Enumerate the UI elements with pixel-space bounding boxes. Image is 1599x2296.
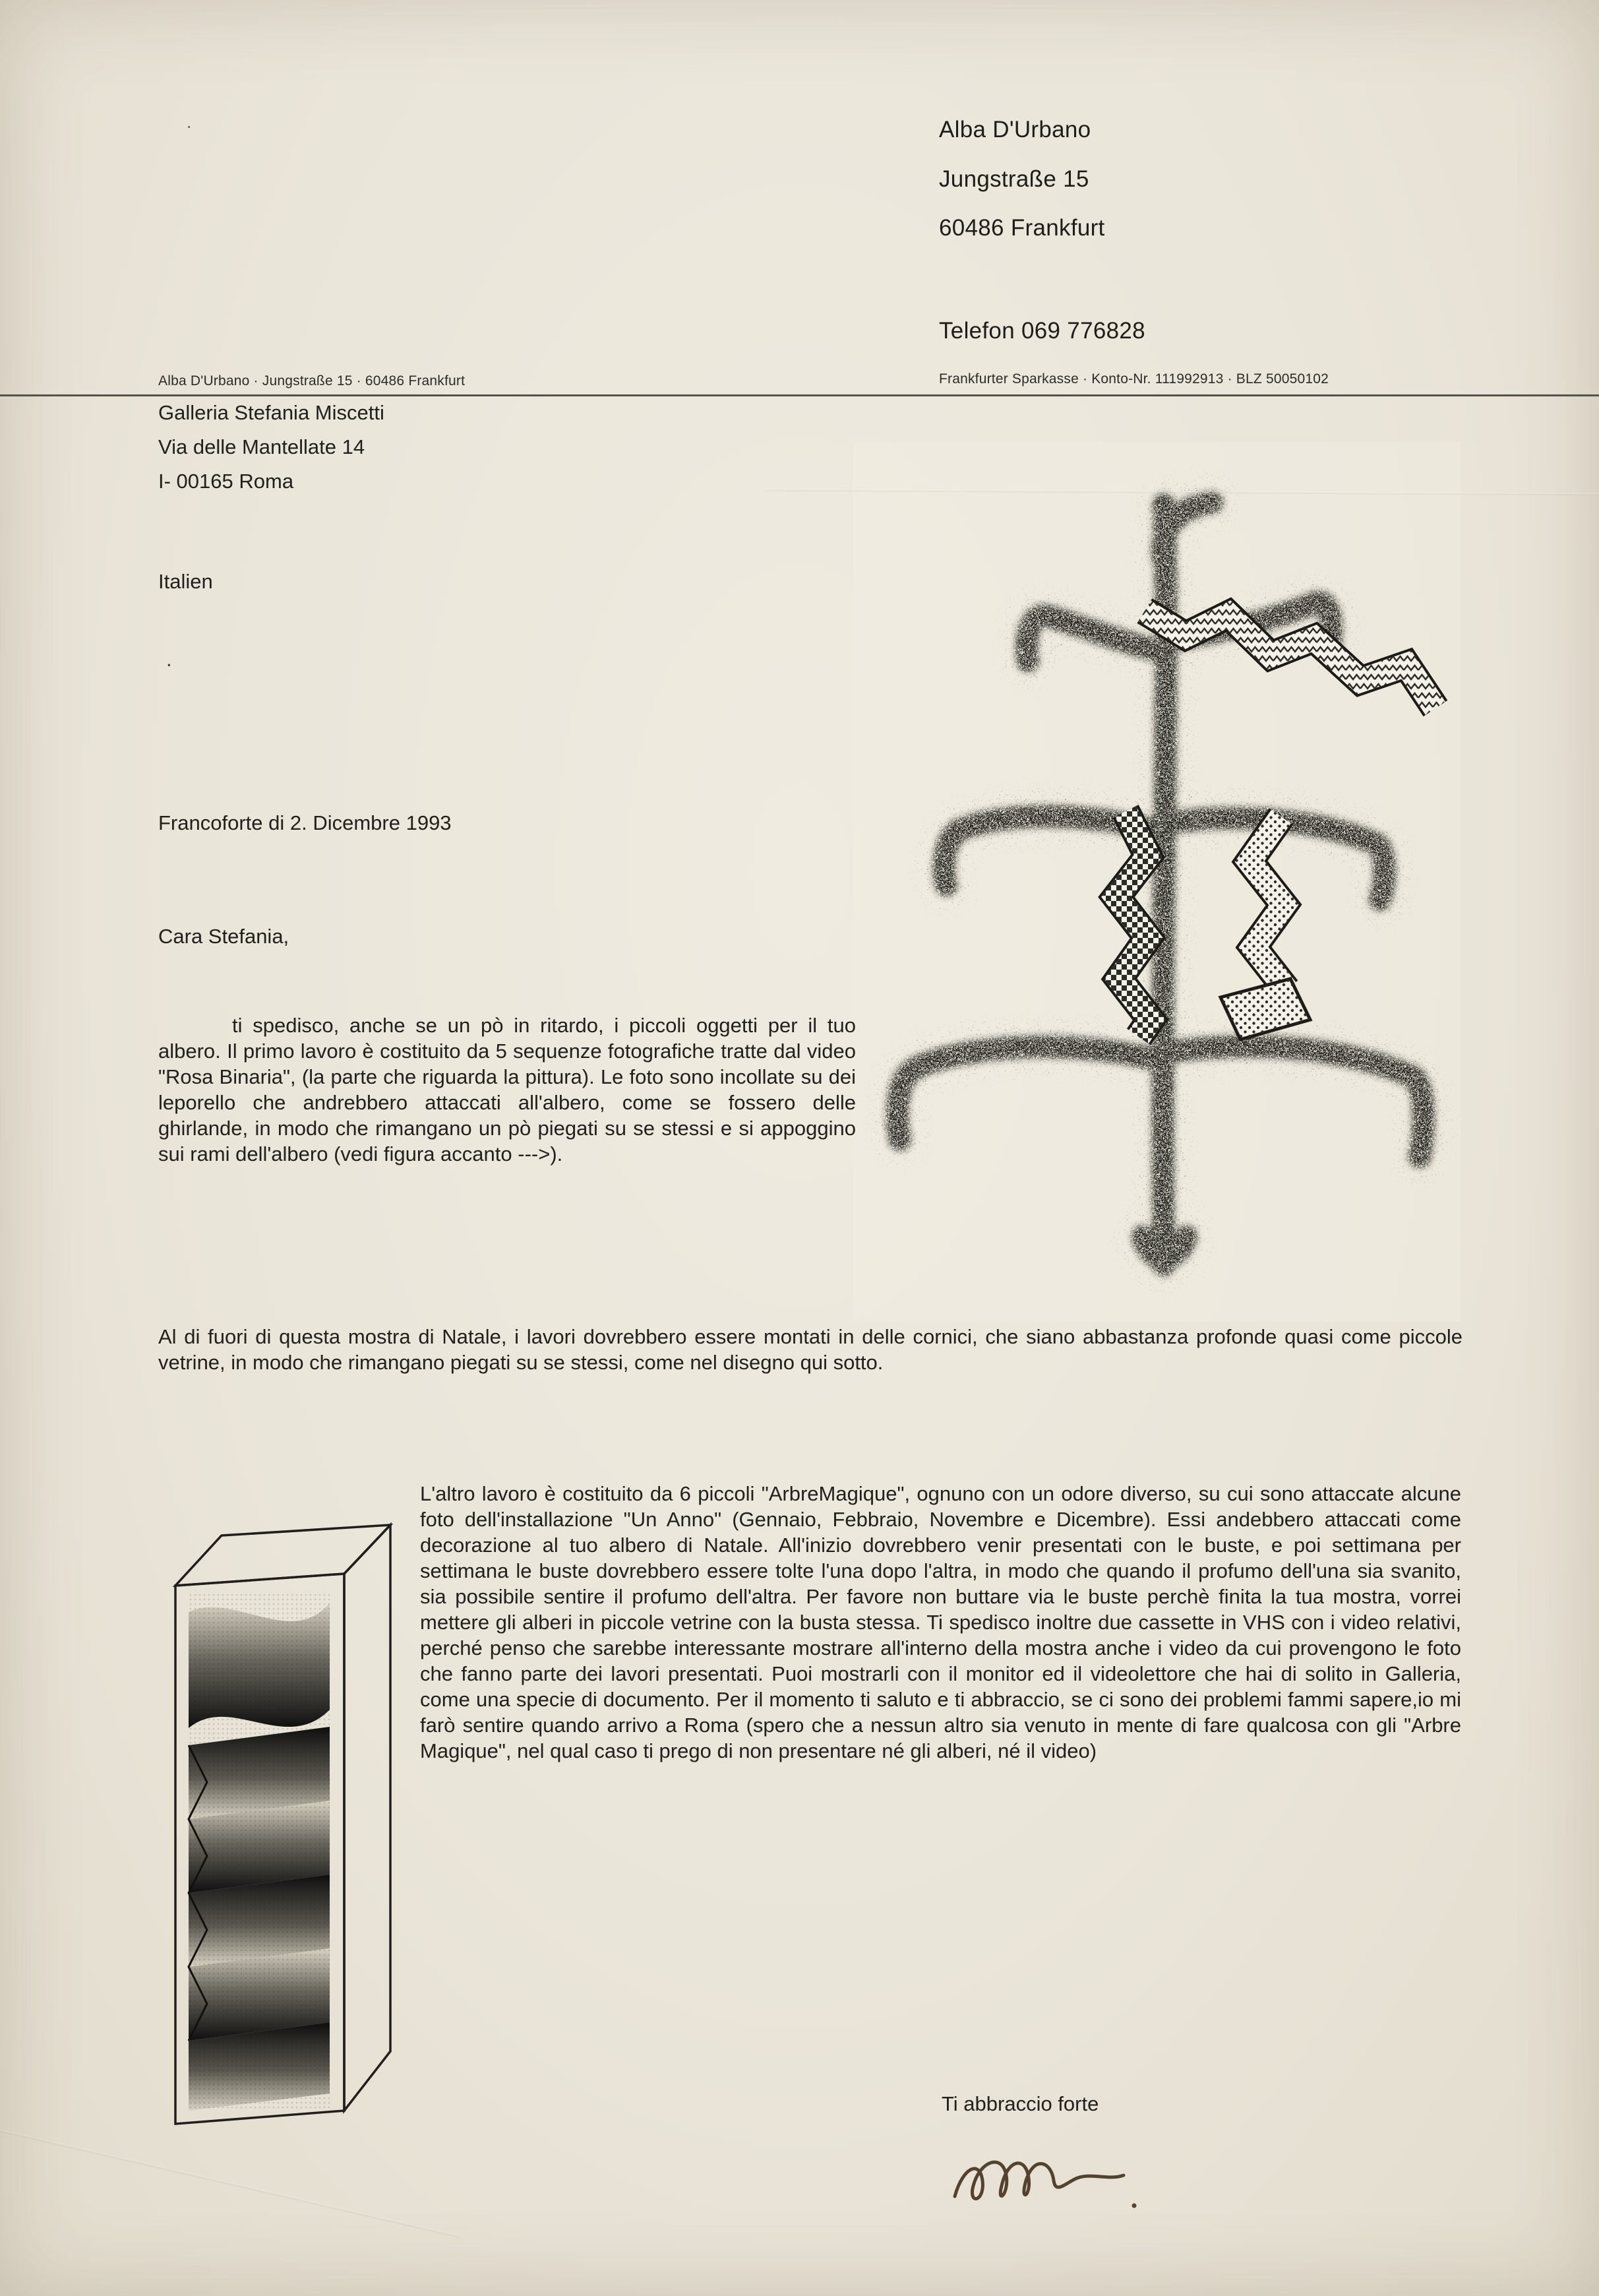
paragraph-2: Al di fuori di questa mostra di Natale, i lavori dovrebbero essere montati in delle cornici, che siano abbastanza profonde quasi come piccole vetrine, in modo che rimangano piegati su se stessi, come nel disegno qui sotto. — [158, 1325, 1463, 1374]
date-line: Francoforte di 2. Dicembre 1993 — [158, 811, 452, 834]
letterhead-city: 60486 Frankfurt — [939, 215, 1105, 241]
paragraph-3: L'altro lavoro è costituito da 6 piccoli "ArbreMagique", ognuno con un odore diverso, su cui sono attaccate alcune foto dell'installazione "Un Anno" (Gennaio, Febbraio, Novembre e Dicembre). Essi andebbero attaccati come decorazione al tuo albero di Natale. All'inizio dovrebbero venir presentati con le buste, e poi settimana per settimana le buste dovrebbero essere tolte l'una dopo l'altra, in modo che quando il profumo dell'una sia svanito, sia possibile sentire il profumo dell'altra. Per favore non buttare via le buste perchè finita la tua mostra, vorrei mettere gli alberi in piccole vetrine con la busta stessa. Ti spedisco inoltre due cassette in VHS con i video relativi, perché penso che sarebbe interessante mostrare all'interno della mostra anche i video da cui provengono le foto che fanno parte dei lavori presentati. Puoi mostrarli con il monitor ed il videolettore che hai di solito in Galleria, come una specie di documento. Per il momento ti saluto e ti abbraccio, se ci sono dei problemi fammi sapere,io mi farò sentire quando arrivo a Roma (spero che a nessun altro sia venuto in mente di fare qualcosa con gli "Arbre Magique", nel qual caso ti prego di non presentare né gli alberi, né il video) — [420, 1482, 1461, 1762]
closing-line: Ti abbraccio forte — [942, 2092, 1099, 2115]
recipient-country: Italien — [158, 570, 213, 593]
letterhead-phone: Telefon 069 776828 — [939, 318, 1145, 344]
signature-stroke — [955, 2162, 1124, 2199]
letterhead-sender-line: Alba D'Urbano · Jungstraße 15 · 60486 Frankfurt — [158, 373, 466, 388]
recipient-city: I- 00165 Roma — [158, 470, 294, 493]
letterhead-bank-line: Frankfurter Sparkasse · Konto-Nr. 111992913 · BLZ 50050102 — [939, 371, 1329, 387]
christmas-tree-figure — [853, 442, 1461, 1322]
letterhead-name: Alba D'Urbano — [939, 117, 1091, 142]
letterhead-divider-rule — [0, 394, 1599, 396]
handwritten-signature — [944, 2141, 1149, 2233]
leporello-display-case-figure — [157, 1492, 415, 2144]
salutation: Cara Stefania, — [158, 925, 289, 948]
recipient-street: Via delle Mantellate 14 — [158, 435, 365, 458]
accordion-strip — [189, 1591, 330, 2111]
stray-mark: . — [187, 112, 192, 132]
signature-dot — [1132, 2204, 1137, 2208]
stray-mark: . — [166, 648, 172, 671]
recipient-gallery: Galleria Stefania Miscetti — [158, 401, 384, 424]
paragraph-1: ti spedisco, anche se un pò in ritardo, i piccoli oggetti per il tuo albero. Il primo lavoro è costituito da 5 sequenze fotografiche tratte dal video "Rosa Binaria", (la parte che riguarda la pittura). Le foto sono incollate su dei leporello che andrebbero attaccati all'albero, come se fossero delle ghirlande, in modo che rimangano un pò piegati su se stessi e si appoggino sui rami dell'albero (vedi figura accanto --->). — [158, 1014, 856, 1165]
letterhead-street: Jungstraße 15 — [939, 166, 1089, 192]
